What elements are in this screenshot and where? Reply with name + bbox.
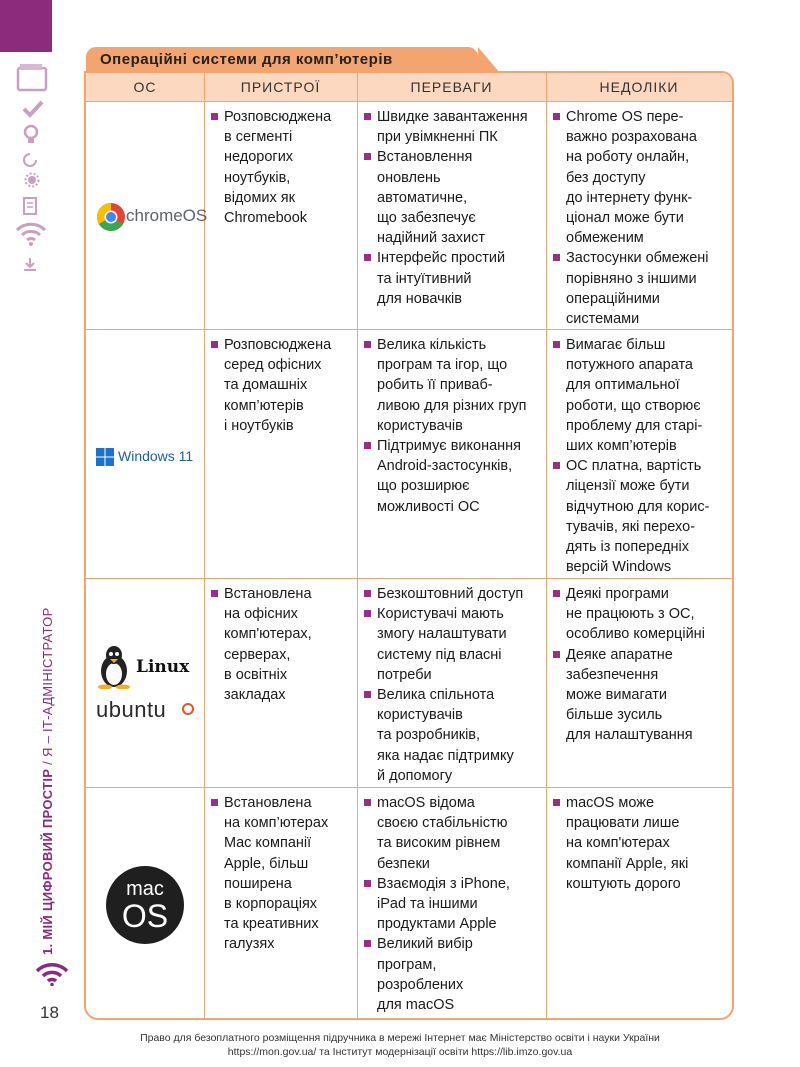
list-item: Велика кількість програм та ігор, що робить її приваб- ливою для різних груп користувачів bbox=[363, 335, 544, 436]
list-item: Встановлення оновлень автоматичне, що забезпечує надійний захист bbox=[363, 147, 544, 248]
corner-block bbox=[0, 0, 52, 52]
footer-line-1: Право для безоплатного розміщення підручника в мережі Інтернет має Міністерство освіти і науки України bbox=[140, 1032, 660, 1044]
footer-line-2: https://mon.gov.ua/ та Інститут модернізації освіти https://lib.imzo.gov.ua bbox=[227, 1046, 573, 1058]
tux-penguin-icon bbox=[96, 645, 132, 689]
list-item: Користувачі мають змогу налаштувати систему під власні потреби bbox=[363, 604, 544, 685]
list-item: Встановлена на комп’ютерах Mac компанії Apple, більш поширена в корпораціях та креативних галузях bbox=[210, 793, 355, 955]
column-divider bbox=[357, 73, 358, 1018]
cons-cell-chromeos bbox=[552, 107, 730, 329]
checkmark-icon bbox=[22, 100, 44, 118]
header-pros: ПЕРЕВАГИ bbox=[410, 79, 493, 95]
chapter-label bbox=[40, 607, 55, 955]
list-item: Підтримує виконання Android-застосунків, що розширює можливості ОС bbox=[363, 436, 544, 517]
row-divider bbox=[86, 101, 732, 102]
devices-cell-linux bbox=[210, 584, 355, 705]
chapter-title-rest: / Я – ІТ-АДМІНІСТРАТОР bbox=[40, 607, 55, 769]
wifi-icon bbox=[14, 220, 48, 246]
list-item: Розповсюджена серед офісних та домашніх комп’ютерів і ноутбуків bbox=[210, 335, 355, 436]
cons-cell-linux bbox=[552, 584, 730, 746]
list-item: Вимагає більш потужного апарата для оптимальної роботи, що створює проблему для старі- ших комп’ютерів bbox=[552, 335, 730, 456]
list-item: Великий вибір програм, розроблених для macOS bbox=[363, 934, 544, 1015]
list-item: macOS відома своєю стабільністю та високим рівнем безпеки bbox=[363, 793, 544, 874]
list-item: Взаємодія з iPhone, iPad та іншими продуктами Apple bbox=[363, 874, 544, 935]
chromeos-logo bbox=[96, 201, 208, 233]
cons-cell-windows bbox=[552, 335, 730, 577]
list-item: Деяке апаратне забезпечення може вимагати більше зусиль для налаштування bbox=[552, 645, 730, 746]
list-item: Безкоштовний доступ bbox=[363, 584, 544, 604]
gear-icon bbox=[24, 172, 40, 188]
cons-cell-macos bbox=[552, 793, 730, 894]
list-item: Встановлена на офісних комп'ютерах, серверах, в освітніх закладах bbox=[210, 584, 355, 705]
list-item: Деякі програми не працюють з ОС, особливо комерційні bbox=[552, 584, 730, 645]
macos-wordmark-os: OS bbox=[121, 898, 169, 934]
chapter-title-bold: 1. МІЙ ЦИФРОВИЙ ПРОСТІР bbox=[40, 768, 55, 955]
os-table bbox=[84, 71, 734, 1020]
download-icon bbox=[22, 256, 38, 272]
table-title: Операційні системи для комп’ютерів bbox=[100, 51, 393, 68]
macos-logo bbox=[106, 866, 184, 944]
list-item: Швидке завантаження при увімкненні ПК bbox=[363, 107, 544, 147]
folder-icon bbox=[16, 62, 50, 92]
list-item: Інтерфейс простий та інтуїтивний для новачків bbox=[363, 248, 544, 309]
linux-ubuntu-logo bbox=[94, 645, 200, 727]
pros-cell-chromeos bbox=[363, 107, 544, 309]
list-item: Chrome OS пере- важно розрахована на роботу онлайн, без доступу до інтернету функ- ціонал може бути обмеженим bbox=[552, 107, 730, 248]
devices-cell-macos bbox=[210, 793, 355, 955]
list-item: Велика спільнота користувачів та розробників, яка надає підтримку й допомогу bbox=[363, 685, 544, 786]
page-number: 18 bbox=[40, 1003, 59, 1022]
refresh-icon bbox=[22, 152, 38, 168]
windows-logo bbox=[96, 446, 200, 470]
chromeos-wordmark: chromeOS bbox=[126, 206, 208, 225]
pros-cell-macos bbox=[363, 793, 544, 1015]
header-os: ОС bbox=[133, 79, 157, 95]
ubuntu-wordmark: ubuntu bbox=[96, 697, 167, 722]
wifi-icon-bottom bbox=[34, 960, 70, 986]
devices-cell-chromeos bbox=[210, 107, 355, 228]
ubuntu-circle-icon bbox=[182, 703, 194, 715]
chrome-icon bbox=[96, 202, 126, 232]
document-icon bbox=[22, 196, 38, 216]
header-cons: НЕДОЛІКИ bbox=[599, 79, 679, 95]
windows-icon bbox=[96, 448, 114, 466]
pros-cell-windows bbox=[363, 335, 544, 517]
list-item: ОС платна, вартість ліцензії може бути відчутною для корис- тувачів, які перехо- дять із попередніх версій Windows bbox=[552, 456, 730, 577]
list-item: macOS може працювати лише на комп'ютерах компанії Apple, які коштують дорого bbox=[552, 793, 730, 894]
devices-cell-windows bbox=[210, 335, 355, 436]
linux-wordmark: Linux bbox=[136, 657, 190, 677]
pros-cell-linux bbox=[363, 584, 544, 786]
row-divider bbox=[86, 578, 732, 579]
lightbulb-icon bbox=[22, 124, 40, 146]
row-divider bbox=[86, 787, 732, 788]
list-item: Застосунки обмежені порівняно з іншими операційними системами bbox=[552, 248, 730, 329]
windows-wordmark: Windows 11 bbox=[118, 448, 194, 464]
header-devices: ПРИСТРОЇ bbox=[240, 79, 321, 95]
list-item: Розповсюджена в сегменті недорогих ноутбуків, відомих як Chromebook bbox=[210, 107, 355, 228]
column-divider bbox=[546, 73, 547, 1018]
macos-wordmark-mac: mac bbox=[126, 878, 164, 900]
